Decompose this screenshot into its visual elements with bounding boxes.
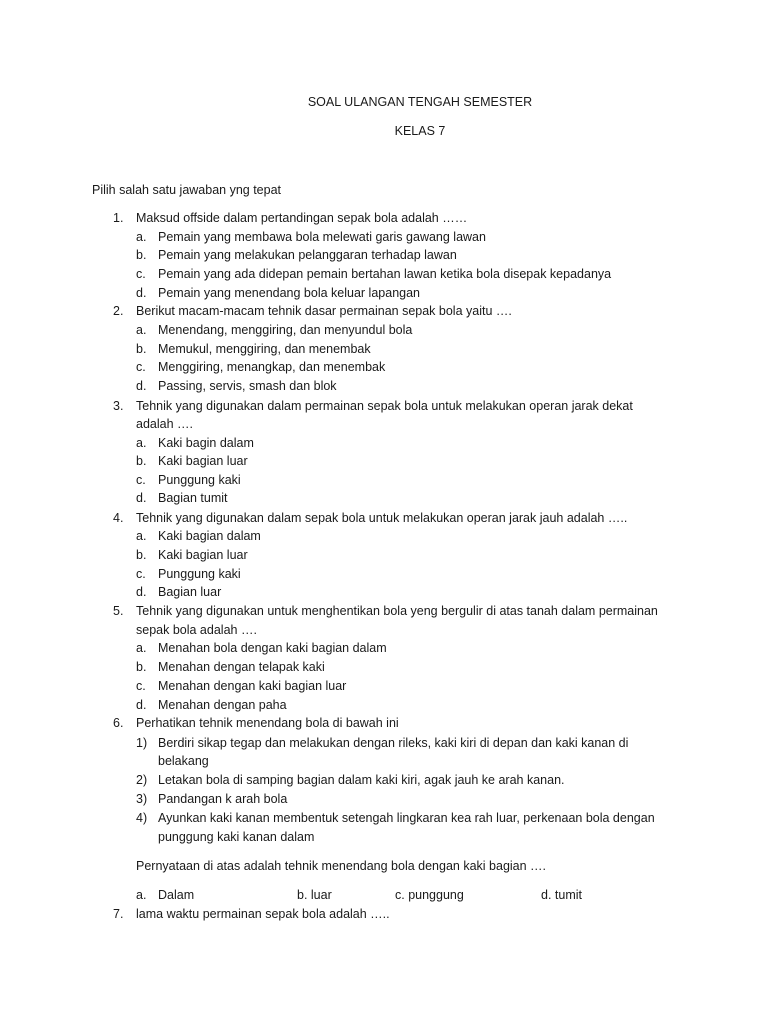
question-text: Perhatikan tehnik menendang bola di bawah ini bbox=[136, 716, 399, 730]
option-text: Menendang, menggiring, dan menyundul bola bbox=[158, 323, 413, 337]
step-label: 4) bbox=[136, 811, 148, 825]
question-number: 6. bbox=[113, 716, 124, 730]
option-label: d. bbox=[136, 379, 147, 393]
option-text: Dalam bbox=[158, 888, 195, 902]
document-title: SOAL ULANGAN TENGAH SEMESTER bbox=[307, 95, 533, 109]
question-text: Berikut macam-macam tehnik dasar permainan sepak bola yaitu …. bbox=[136, 304, 512, 318]
option-text: Kaki bagian dalam bbox=[158, 529, 261, 543]
step-text: Berdiri sikap tegap dan melakukan dengan rileks, kaki kiri di depan dan kaki kanan di bbox=[158, 736, 629, 750]
option-text: Punggung kaki bbox=[158, 473, 241, 487]
step-text-continued: belakang bbox=[158, 754, 209, 768]
question-statement: Pernyataan di atas adalah tehnik menendang bola dengan kaki bagian …. bbox=[136, 859, 547, 873]
option-text: b. luar bbox=[297, 888, 332, 902]
step-label: 1) bbox=[136, 736, 148, 750]
option-text: Passing, servis, smash dan blok bbox=[158, 379, 337, 393]
question-text: lama waktu permainan sepak bola adalah ….. bbox=[136, 907, 390, 921]
option-label: d. bbox=[136, 286, 147, 300]
option-label: a. bbox=[136, 529, 147, 543]
option-label: c. bbox=[136, 360, 146, 374]
option-text: Bagian luar bbox=[158, 585, 222, 599]
option-text: Pemain yang membawa bola melewati garis gawang lawan bbox=[158, 230, 486, 244]
option-label: c. bbox=[136, 567, 146, 581]
question-number: 4. bbox=[113, 511, 124, 525]
option-label: b. bbox=[136, 548, 147, 562]
option-text: Menahan dengan telapak kaki bbox=[158, 660, 325, 674]
option-text: Menggiring, menangkap, dan menembak bbox=[158, 360, 386, 374]
option-label: c. bbox=[136, 679, 146, 693]
option-label: d. bbox=[136, 491, 147, 505]
option-text: Kaki bagin dalam bbox=[158, 436, 254, 450]
option-label: a. bbox=[136, 323, 147, 337]
question-text: Tehnik yang digunakan dalam permainan sepak bola untuk melakukan operan jarak dekat bbox=[136, 399, 633, 413]
option-text: Punggung kaki bbox=[158, 567, 241, 581]
option-label: b. bbox=[136, 248, 147, 262]
step-text: Pandangan k arah bola bbox=[158, 792, 288, 806]
question-text: Tehnik yang digunakan dalam sepak bola untuk melakukan operan jarak jauh adalah ….. bbox=[136, 511, 628, 525]
step-label: 2) bbox=[136, 773, 148, 787]
option-label: b. bbox=[136, 454, 147, 468]
question-text-continued: sepak bola adalah …. bbox=[136, 623, 257, 637]
option-text: Menahan dengan paha bbox=[158, 698, 287, 712]
option-label: c. bbox=[136, 473, 146, 487]
step-label: 3) bbox=[136, 792, 148, 806]
option-label: b. bbox=[136, 660, 147, 674]
step-text: Ayunkan kaki kanan membentuk setengah lingkaran kea rah luar, perkenaan bola dengan bbox=[158, 811, 655, 825]
option-text: Pemain yang melakukan pelanggaran terhadap lawan bbox=[158, 248, 457, 262]
question-number: 7. bbox=[113, 907, 124, 921]
option-text: Memukul, menggiring, dan menembak bbox=[158, 342, 371, 356]
option-text: Kaki bagian luar bbox=[158, 454, 248, 468]
question-number: 1. bbox=[113, 211, 124, 225]
question-text-continued: adalah …. bbox=[136, 417, 193, 431]
option-text: Pemain yang ada didepan pemain bertahan lawan ketika bola disepak kepadanya bbox=[158, 267, 612, 281]
option-label: c. bbox=[136, 267, 146, 281]
option-text: Menahan bola dengan kaki bagian dalam bbox=[158, 641, 387, 655]
option-text: Menahan dengan kaki bagian luar bbox=[158, 679, 347, 693]
option-label: a. bbox=[136, 436, 147, 450]
option-text: d. tumit bbox=[541, 888, 582, 902]
instruction: Pilih salah satu jawaban yng tepat bbox=[92, 183, 282, 197]
step-text: Letakan bola di samping bagian dalam kaki kiri, agak jauh ke arah kanan. bbox=[158, 773, 565, 787]
option-text: Pemain yang menendang bola keluar lapangan bbox=[158, 286, 420, 300]
option-text: c. punggung bbox=[395, 888, 464, 902]
step-text-continued: punggung kaki kanan dalam bbox=[158, 830, 315, 844]
option-label: d. bbox=[136, 585, 147, 599]
option-label: a. bbox=[136, 230, 147, 244]
question-number: 2. bbox=[113, 304, 124, 318]
question-number: 5. bbox=[113, 604, 124, 618]
option-label: a. bbox=[136, 888, 147, 902]
option-label: a. bbox=[136, 641, 147, 655]
option-text: Kaki bagian luar bbox=[158, 548, 248, 562]
option-text: Bagian tumit bbox=[158, 491, 228, 505]
document-class: KELAS 7 bbox=[394, 124, 446, 138]
option-label: b. bbox=[136, 342, 147, 356]
question-text: Maksud offside dalam pertandingan sepak bola adalah …… bbox=[136, 211, 468, 225]
option-label: d. bbox=[136, 698, 147, 712]
question-number: 3. bbox=[113, 399, 124, 413]
question-text: Tehnik yang digunakan untuk menghentikan bola yeng bergulir di atas tanah dalam permainan bbox=[136, 604, 658, 618]
